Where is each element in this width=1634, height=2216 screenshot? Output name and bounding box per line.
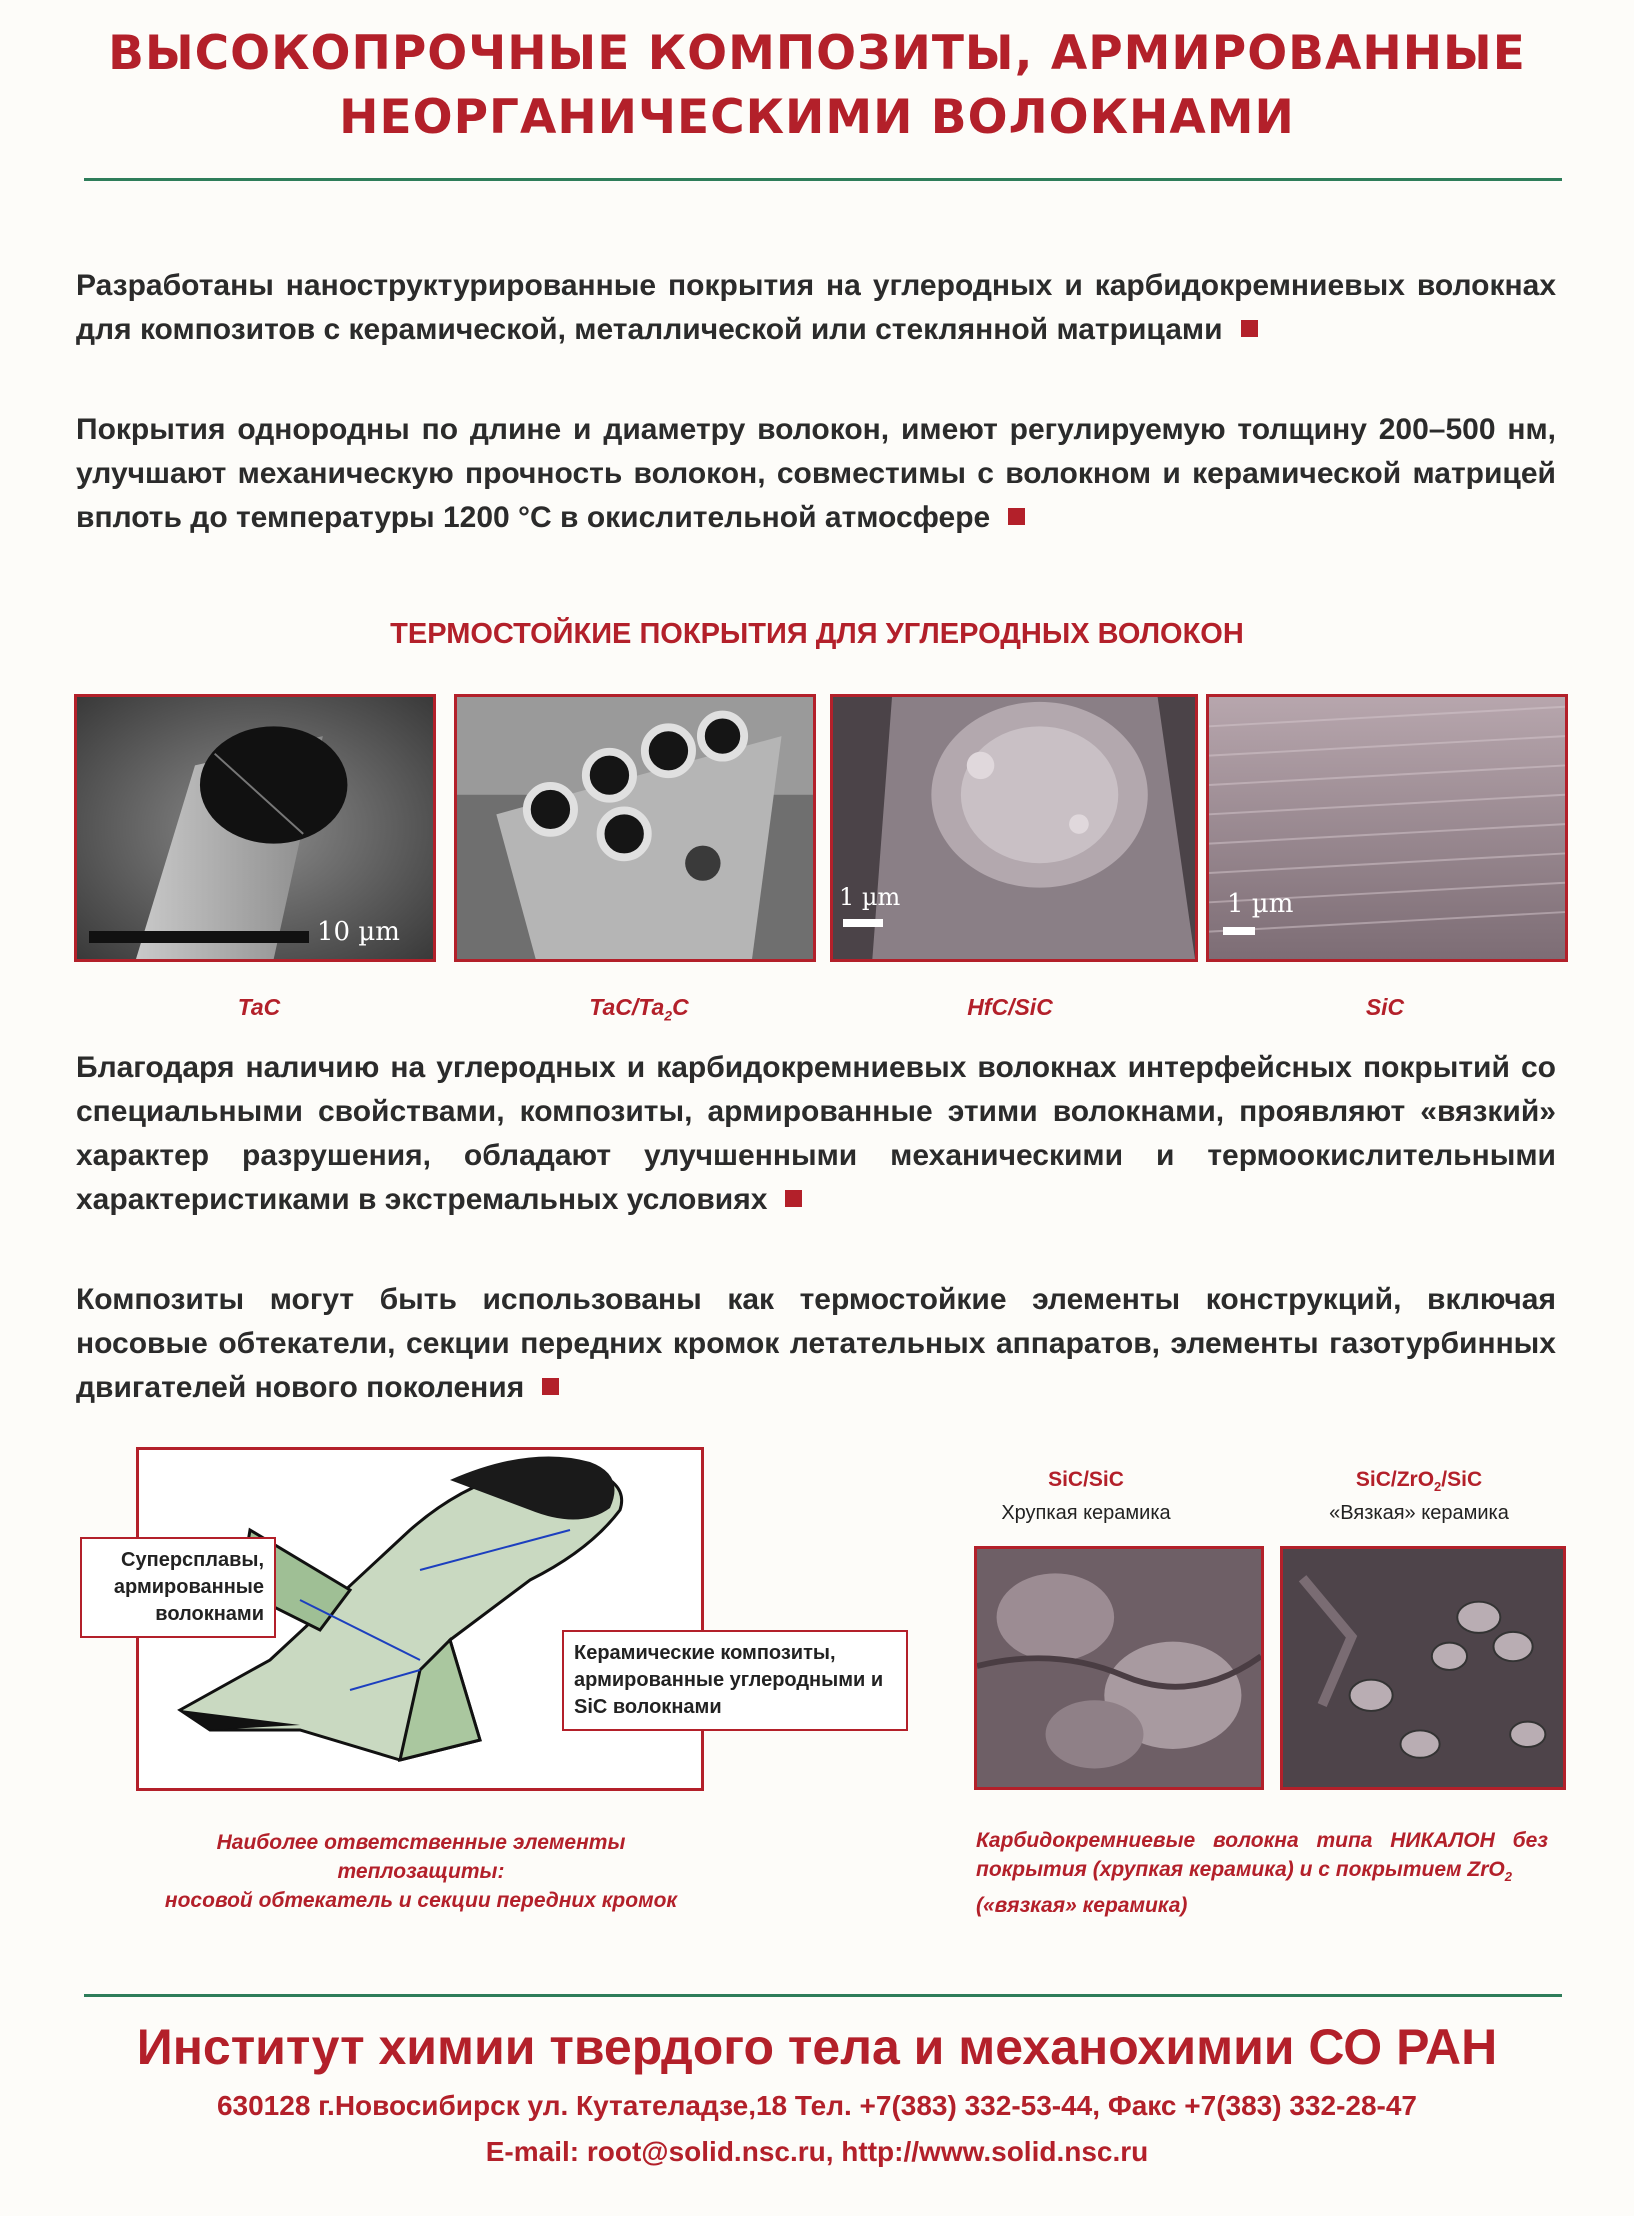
micro-image-brittle bbox=[974, 1546, 1264, 1790]
caption-sic: SiC bbox=[1365, 994, 1405, 1020]
paragraph-properties: Покрытия однородны по длине и диаметру волокон, имеют регулируемую толщину 200–500 нм, улучшают механическую прочность волокон, совместимы с волокном и керамической матрицей вплоть до температуры 1200 °C в окислительной атмосфере bbox=[76, 413, 1556, 534]
label-ceramic-composites: Керамические композиты, армированные углеродными и SiC волокнами bbox=[562, 1630, 908, 1731]
aircraft-caption: Наиболее ответственные элементы теплозащиты: носовой обтекатель и секции передних кромок bbox=[164, 1831, 678, 1912]
caption-tac: TaC bbox=[237, 994, 281, 1020]
sem-image-tac-ta2c bbox=[454, 694, 816, 962]
bullet-square-icon bbox=[542, 1378, 559, 1395]
label-superalloys: Суперсплавы, армированные волокнами bbox=[80, 1537, 276, 1638]
scale-label: 1 µm bbox=[839, 883, 901, 911]
page-title bbox=[0, 22, 1634, 150]
caption-hfc-sic: HfC/SiC bbox=[967, 994, 1053, 1020]
paragraph-fracture: Благодаря наличию на углеродных и карбидокремниевых волокнах интерфейсных покрытий со специальными свойствами, композиты, армированные этими волокнами, проявляют «вязкий» характер разрушения, обладают улучшенными механическими и термоокислительными характеристиками в экстремальных условиях bbox=[76, 1051, 1556, 1216]
micro-right-subheading: «Вязкая» керамика bbox=[1329, 1502, 1509, 1524]
micro-image-ductile bbox=[1280, 1546, 1566, 1790]
bullet-square-icon bbox=[1241, 320, 1258, 337]
scale-bar bbox=[89, 931, 309, 943]
sem-image-tac bbox=[74, 694, 436, 962]
title-line-2: НЕОРГАНИЧЕСКИМИ ВОЛОКНАМИ bbox=[339, 90, 1295, 145]
micro-left-subheading: Хрупкая керамика bbox=[1001, 1502, 1171, 1524]
paragraph-applications: Композиты могут быть использованы как термостойкие элементы конструкций, включая носовые обтекатели, секции передних кромок летательных аппаратов, элементы газотурбинных двигателей нового поколения bbox=[76, 1283, 1556, 1404]
sem-image-sic bbox=[1206, 694, 1568, 962]
paragraph-coatings: Разработаны наноструктурированные покрытия на углеродных и карбидокремниевых волокнах для композитов с керамической, металлической или стеклянной матрицами bbox=[76, 269, 1556, 346]
micro-caption: Карбидокремниевые волокна типа НИКАЛОН без покрытия (хрупкая керамика) и с покрытием ZrO$_2$ («вязкая» керамика) bbox=[976, 1829, 1548, 1918]
micro-left-heading: SiC/SiC bbox=[1048, 1468, 1124, 1491]
bullet-square-icon bbox=[1008, 508, 1025, 525]
title-line-1: ВЫСОКОПРОЧНЫЕ КОМПОЗИТЫ, АРМИРОВАННЫЕ bbox=[108, 26, 1526, 81]
bottom-divider bbox=[84, 1994, 1562, 1997]
scale-label: 1 µm bbox=[1227, 889, 1294, 919]
institute-name: Институт химии твердого тела и механохимии СО РАН bbox=[136, 2019, 1498, 2075]
caption-tac-ta2c: TaC/$Ta_2C$ bbox=[589, 994, 689, 1024]
contact-web: E-mail: root@solid.nsc.ru, http://www.solid.nsc.ru bbox=[485, 2136, 1149, 2167]
top-divider bbox=[84, 178, 1562, 181]
scale-label: 10 µm bbox=[317, 917, 400, 947]
contact-address: 630128 г.Новосибирск ул. Кутателадзе,18 Тел. +7(383) 332-53-44, Факс +7(383) 332-28-47 bbox=[216, 2090, 1418, 2121]
scale-bar bbox=[843, 919, 883, 927]
scale-bar bbox=[1223, 927, 1255, 935]
micro-right-heading: SiC/ZrO$_2$/SiC bbox=[1355, 1468, 1483, 1495]
sem-image-hfc-sic bbox=[830, 694, 1198, 962]
coatings-heading: ТЕРМОСТОЙКИЕ ПОКРЫТИЯ ДЛЯ УГЛЕРОДНЫХ ВОЛОКОН bbox=[390, 618, 1244, 650]
bullet-square-icon bbox=[785, 1190, 802, 1207]
